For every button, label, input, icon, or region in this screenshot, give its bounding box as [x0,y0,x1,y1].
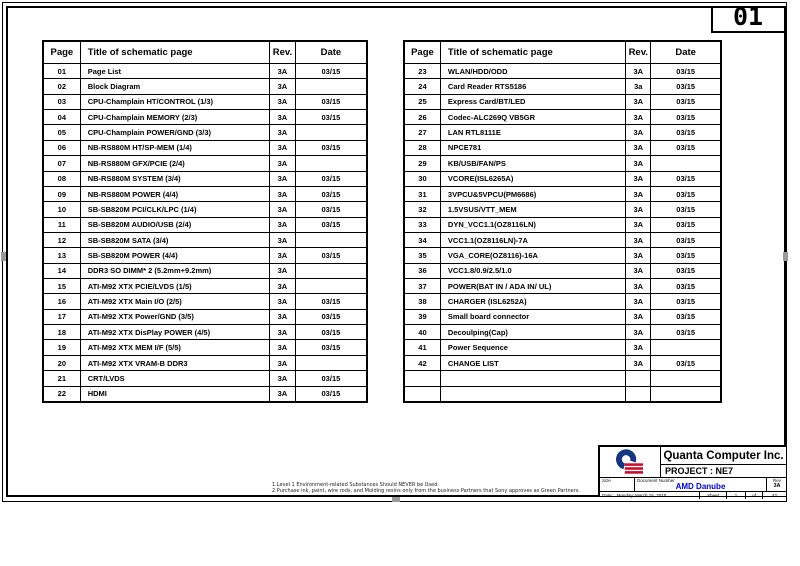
cell-title: VCC1.8/0.9/2.5/1.0 [441,264,626,278]
table-row [405,340,720,355]
cell-date: 03/15 [321,112,341,122]
cell-rev: 3A [270,79,296,93]
cell-date: 03/15 [321,327,341,337]
table-row [405,387,720,401]
title-block-row-document [600,478,786,492]
cell-date: 03/15 [676,66,696,76]
cell-page: 35 [405,248,441,262]
project-name: PROJECT : NE7 [665,466,734,476]
cell-date: 03/15 [321,220,341,230]
cell-page: 29 [405,156,441,170]
table-row [44,233,366,248]
cell-date: 03/15 [676,250,696,260]
table-row [44,172,366,187]
cell-date: 03/15 [676,312,696,322]
cell-title: ATI-M92 XTX VRAM-B DDR3 [81,356,270,370]
table-row [44,187,366,202]
cell-page: 04 [44,110,81,124]
table-header-row [405,42,720,64]
cell-rev: 3A [270,172,296,186]
cell-rev: 3A [626,95,651,109]
cell-rev: 3A [626,325,651,339]
size-label: Size [602,478,611,483]
cell-rev: 3A [626,202,651,216]
table-row [405,325,720,340]
cell-page: 32 [405,202,441,216]
cell-rev: 3A [626,110,651,124]
cell-page: 33 [405,218,441,232]
cell-title: POWER(BAT IN / ADA IN/ UL) [441,279,626,293]
cell-date: 03/15 [321,389,341,399]
cell-date [296,233,366,247]
table-row [405,172,720,187]
cell-page: 40 [405,325,441,339]
cell-rev: 3A [270,340,296,354]
cell-title: NPCE781 [441,141,626,155]
table-row [44,356,366,371]
environment-notes [272,482,602,494]
cell-title: SB-SB820M PCI/CLK/LPC (1/4) [81,202,270,216]
cell-title: Small board connector [441,310,626,324]
cell-date: 03/15 [321,343,341,353]
cell-rev: 3A [270,248,296,262]
environment-note-line1: 1.Level 1 Environment-related Substances Should NEVER be Used. [272,482,439,488]
cell-title: ATI-M92 XTX PCIE/LVDS (1/5) [81,279,270,293]
cell-date: 03/15 [321,189,341,199]
table-row [44,264,366,279]
quanta-logo-icon [600,447,661,477]
cell-date: 03/15 [321,250,341,260]
table-row [44,156,366,171]
cell-title: LAN RTL8111E [441,125,626,139]
cell-date: 03/15 [676,112,696,122]
title-block [598,445,786,496]
cell-page: 28 [405,141,441,155]
cell-title: ATI-M92 XTX Power/GND (3/5) [81,310,270,324]
cell-date: 03/15 [676,143,696,153]
sheet-label: Sheet [707,493,719,498]
cell-rev: 3A [270,156,296,170]
page-list-table-left [42,40,368,403]
cell-page: 13 [44,248,81,262]
cell-page: 42 [405,356,441,370]
cell-date: 03/15 [321,297,341,307]
environment-note-line2: 2.Purchase ink, paint, wire rods, and Molding resins only from the business Partners that Sony approves as Green Partners. [272,488,580,494]
header-cell-rev: Rev. [626,42,651,63]
size-cell [600,478,635,491]
cell-date: 03/15 [676,266,696,276]
cell-rev: 3A [270,64,296,78]
cell-date: 03/15 [321,143,341,153]
cell-page: 02 [44,79,81,93]
cell-title: VCORE(ISL6265A) [441,172,626,186]
cell-page: 36 [405,264,441,278]
table-row [405,218,720,233]
table-row [405,310,720,325]
document-number-label: Document Number [637,478,675,483]
cell-rev: 3A [270,187,296,201]
bottom-center-mark [392,497,400,502]
cell-page: 06 [44,141,81,155]
cell-rev: 3A [626,340,651,354]
cell-page: 08 [44,172,81,186]
sheet-cell [699,492,786,499]
table-row [405,79,720,94]
table-row [405,125,720,140]
cell-page: 12 [44,233,81,247]
cell-page: 18 [44,325,81,339]
cell-title: Page List [81,64,270,78]
cell-title: NB-RS880M HT/SP-MEM (1/4) [81,141,270,155]
cell-title: DDR3 SO DIMM* 2 (5.2mm+9.2mm) [81,264,270,278]
cell-date: 03/15 [676,220,696,230]
cell-page: 17 [44,310,81,324]
cell-page: 22 [44,387,81,401]
document-number-cell [635,478,767,491]
cell-page: 37 [405,279,441,293]
table-row [405,64,720,79]
title-block-row-date [600,492,786,499]
table-row [44,125,366,140]
cell-title: SB-SB820M POWER (4/4) [81,248,270,262]
cell-title: WLAN/HDD/ODD [441,64,626,78]
cell-page: 05 [44,125,81,139]
cell-date: 03/15 [321,204,341,214]
table-row [405,141,720,156]
cell-title: CHANGE LIST [441,356,626,370]
rev-cell [767,478,786,491]
date-value: Monday, March 15, 2010 [616,493,667,498]
cell-page: 01 [44,64,81,78]
cell-title: CHARGER (ISL6252A) [441,294,626,308]
sheet-page-number: 01 [732,2,764,31]
table-row [44,340,366,355]
cell-date [296,279,366,293]
cell-date [296,264,366,278]
table-row [44,95,366,110]
table-row [405,248,720,263]
cell-title: ATI-M92 XTX Main I/O (2/5) [81,294,270,308]
cell-date: 03/15 [321,373,341,383]
cell-page [405,371,441,385]
cell-page: 30 [405,172,441,186]
header-cell-date: Date [675,47,696,58]
cell-rev: 3A [626,141,651,155]
cell-rev: 3A [626,356,651,370]
table-row [405,371,720,386]
cell-title: 3VPCU&5VPCU(PM6686) [441,187,626,201]
table-row [405,264,720,279]
cell-date: 03/15 [676,174,696,184]
cell-page: 34 [405,233,441,247]
cell-rev: 3A [270,264,296,278]
cell-date: 03/15 [676,235,696,245]
header-cell-title: Title of schematic page [441,42,626,63]
date-label: Date: [602,493,613,498]
table-row [405,356,720,371]
cell-page: 16 [44,294,81,308]
table-row [405,187,720,202]
cell-rev: 3a [626,79,651,93]
cell-date: 03/15 [321,97,341,107]
table-row [44,371,366,386]
cell-rev: 3A [270,233,296,247]
cell-date: 03/15 [676,327,696,337]
title-block-row-company [600,447,786,478]
cell-rev: 3A [270,110,296,124]
cell-date [651,156,720,170]
cell-rev: 3A [626,294,651,308]
cell-rev: 3A [626,248,651,262]
table-row [405,294,720,309]
cell-rev: 3A [626,233,651,247]
page-list-table-right [403,40,722,403]
cell-date [651,371,720,385]
cell-title: DYN_VCC1.1(OZ8116LN) [441,218,626,232]
cell-title: Power Sequence [441,340,626,354]
left-fold-mark [1,252,6,261]
cell-page: 11 [44,218,81,232]
cell-date [296,125,366,139]
cell-rev: 3A [270,279,296,293]
cell-title: VCC1.1(OZ8116LN)-7A [441,233,626,247]
table-row [44,310,366,325]
cell-date [651,387,720,401]
cell-page: 15 [44,279,81,293]
cell-date [296,156,366,170]
cell-rev: 3A [626,172,651,186]
document-number-value: AMD Danube [675,482,726,491]
table-row [44,64,366,79]
cell-title: NB-RS880M GFX/PCIE (2/4) [81,156,270,170]
cell-page: 41 [405,340,441,354]
rev-label: Rev [772,478,781,483]
cell-rev: 3A [270,218,296,232]
cell-title: HDMI [81,387,270,401]
company-name: Quanta Computer Inc. [661,447,786,465]
cell-rev: 3A [626,156,651,170]
cell-rev: 3A [270,387,296,401]
cell-rev: 3A [270,294,296,308]
table-row [44,279,366,294]
cell-page: 25 [405,95,441,109]
table-row [405,95,720,110]
table-row [44,248,366,263]
cell-page: 10 [44,202,81,216]
cell-title: ATI-M92 XTX MEM I/F (5/5) [81,340,270,354]
cell-date: 03/15 [321,66,341,76]
cell-rev: 3A [270,141,296,155]
cell-title: CRT/LVDS [81,371,270,385]
header-cell-page: Page [405,42,441,63]
cell-rev: 3A [270,95,296,109]
cell-title: Decoulping(Cap) [441,325,626,339]
cell-page: 31 [405,187,441,201]
right-fold-mark [783,252,788,261]
cell-title: Block Diagram [81,79,270,93]
sheet-number: 1 [726,492,745,499]
cell-rev: 3A [270,356,296,370]
cell-rev: 3A [626,218,651,232]
header-cell-date: Date [320,47,342,58]
page-number-box-hline [711,31,784,33]
table-header-row [44,42,366,64]
cell-date [296,79,366,93]
title-block-text-area [661,447,786,477]
cell-page: 14 [44,264,81,278]
cell-date [296,356,366,370]
cell-rev: 3A [270,310,296,324]
table-row [405,279,720,294]
cell-rev: 3A [626,125,651,139]
cell-rev: 3A [270,202,296,216]
table-row [44,79,366,94]
header-cell-title: Title of schematic page [81,42,270,63]
cell-page: 26 [405,110,441,124]
cell-date: 03/15 [676,97,696,107]
cell-rev: 3A [626,310,651,324]
cell-page: 27 [405,125,441,139]
cell-page: 23 [405,64,441,78]
sheet-total: 42 [762,492,786,499]
cell-date [651,340,720,354]
cell-title [441,387,626,401]
cell-title: KB/USB/FAN/PS [441,156,626,170]
cell-rev: 3A [270,371,296,385]
cell-date: 03/15 [676,281,696,291]
cell-rev: 3A [626,187,651,201]
table-row [44,218,366,233]
date-cell [600,493,699,498]
cell-title: ATI-M92 XTX DisPlay POWER (4/5) [81,325,270,339]
cell-page: 24 [405,79,441,93]
table-row [405,110,720,125]
cell-page [405,387,441,401]
cell-page: 09 [44,187,81,201]
cell-rev: 3A [626,264,651,278]
table-row [44,294,366,309]
cell-rev: 3A [626,279,651,293]
cell-rev [626,387,651,401]
header-cell-rev: Rev. [270,42,296,63]
cell-title: Codec-ALC269Q VB5GR [441,110,626,124]
table-row [44,325,366,340]
cell-page: 39 [405,310,441,324]
table-row [405,156,720,171]
table-row [44,202,366,217]
cell-title: CPU-Champlain POWER/GND (3/3) [81,125,270,139]
cell-date: 03/15 [676,297,696,307]
cell-title: 1.5VSUS/VTT_MEM [441,202,626,216]
cell-date: 03/15 [676,358,696,368]
cell-page: 21 [44,371,81,385]
table-row [44,110,366,125]
cell-title: Express Card/BT/LED [441,95,626,109]
cell-title: SB-SB820M SATA (3/4) [81,233,270,247]
cell-rev: 3A [626,64,651,78]
table-row [44,141,366,156]
cell-date: 03/15 [676,204,696,214]
cell-title: NB-RS880M POWER (4/4) [81,187,270,201]
cell-title [441,371,626,385]
cell-page: 38 [405,294,441,308]
cell-page: 19 [44,340,81,354]
header-cell-page: Page [44,42,81,63]
sheet-of-label: of [745,492,762,499]
cell-date: 03/15 [676,82,696,92]
cell-title: CPU-Champlain MEMORY (2/3) [81,110,270,124]
cell-title: Card Reader RTS5186 [441,79,626,93]
cell-title: CPU-Champlain HT/CONTROL (1/3) [81,95,270,109]
cell-rev [626,371,651,385]
cell-rev: 3A [270,325,296,339]
cell-page: 20 [44,356,81,370]
cell-title: VGA_CORE(OZ8116)-16A [441,248,626,262]
table-row [405,233,720,248]
rev-value: 3A [773,482,781,489]
cell-date: 03/15 [676,189,696,199]
cell-date: 03/15 [321,174,341,184]
cell-title: NB-RS880M SYSTEM (3/4) [81,172,270,186]
cell-rev: 3A [270,125,296,139]
cell-title: SB-SB820M AUDIO/USB (2/4) [81,218,270,232]
table-row [44,387,366,401]
table-row [405,202,720,217]
cell-date: 03/15 [321,312,341,322]
cell-page: 07 [44,156,81,170]
cell-page: 03 [44,95,81,109]
cell-date: 03/15 [676,128,696,138]
